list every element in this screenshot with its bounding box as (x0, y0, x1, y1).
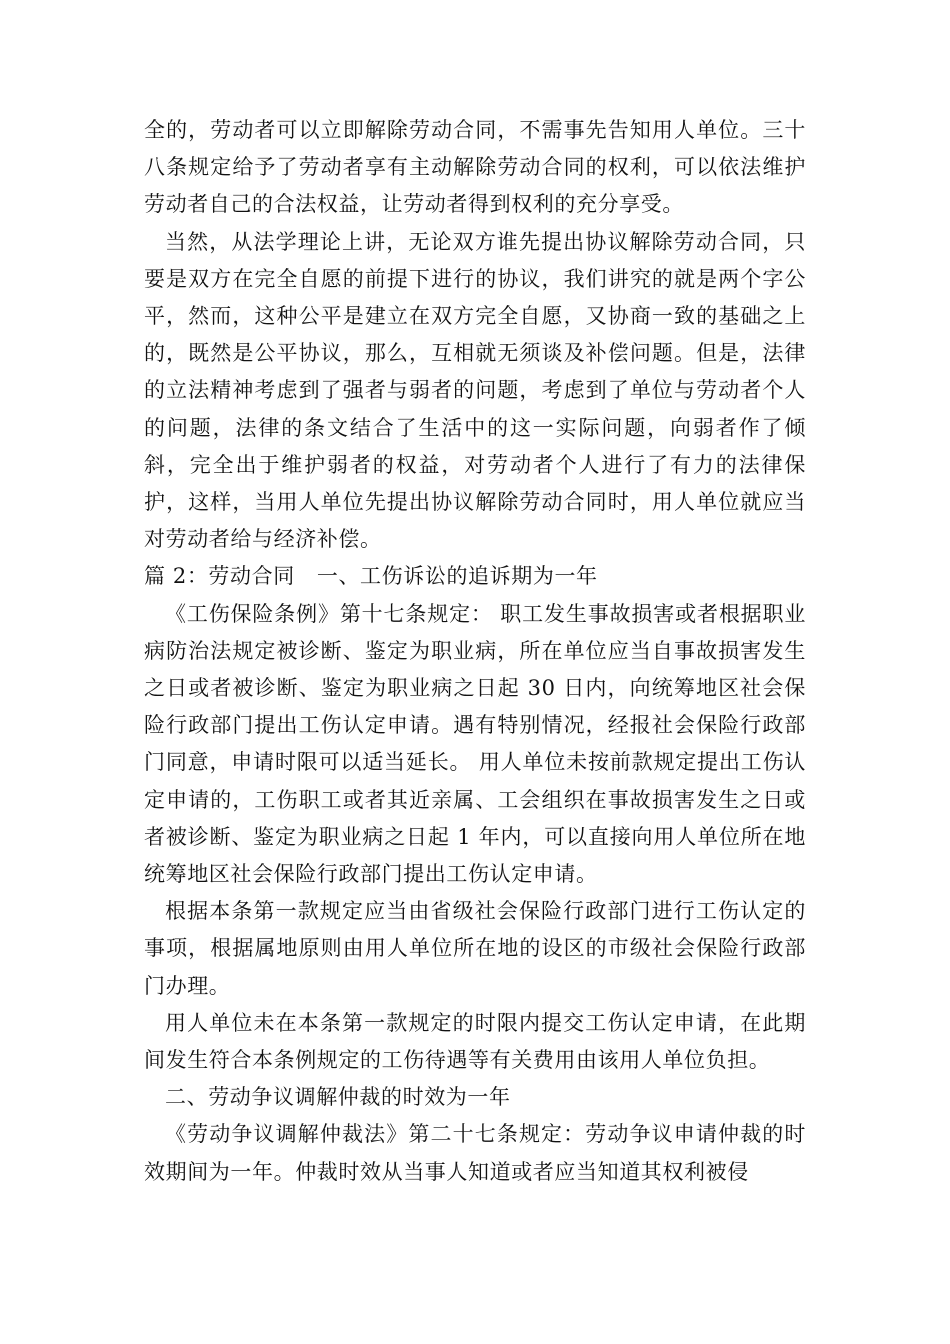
paragraph-employer-liability: 用人单位未在本条第一款规定的时限内提交工伤认定申请，在此期间发生符合本条例规定的工伤待遇等有关费用由该用人单位负担。 (144, 1010, 806, 1073)
section-label: 篇 2：劳动合同 (144, 564, 295, 589)
section-heading (144, 558, 806, 595)
section-title: 一、工伤诉讼的追诉期为一年 (316, 564, 598, 589)
paragraph-article-17: 《工伤保险条例》第十七条规定： 职工发生事故损害或者根据职业病防治法规定被诊断、鉴定为职业病，所在单位应当自事故损害发生之日或者被诊断、鉴定为职业病之日起 30 日内，向统筹地区社会保险行政部门提出工伤认定申请。遇有特别情况，经报社会保险行政部门同意，申请时限可以适当延长。 用人单位未按前款规定提出工伤认定申请的，工伤职工或者其近亲属、工会组织在事故损害发生之日或者被诊断、鉴定为职业病之日起 1 年内，可以直接向用人单位所在地统筹地区社会保险行政部门提出工伤认定申请。 (144, 601, 806, 887)
paragraph-provincial: 根据本条第一款规定应当由省级社会保险行政部门进行工伤认定的事项，根据属地原则由用人单位所在地的设区的市级社会保险行政部门办理。 (144, 899, 806, 998)
subheading-arbitration: 二、劳动争议调解仲裁的时效为一年 (165, 1085, 511, 1110)
paragraph-article-27: 《劳动争议调解仲裁法》第二十七条规定：劳动争议申请仲裁的时效期间为一年。仲裁时效从当事人知道或者应当知道其权利被侵 (144, 1122, 806, 1184)
paragraph-fairness: 当然，从法学理论上讲，无论双方谁先提出协议解除劳动合同，只要是双方在完全自愿的前提下进行的协议，我们讲究的就是两个字公平，然而，这种公平是建立在双方完全自愿，又协商一致的基础之上的，既然是公平协议，那么，互相就无须谈及补偿问题。但是，法律的立法精神考虑到了强者与弱者的问题，考虑到了单位与劳动者个人的问题，法律的条文结合了生活中的这一实际问题，向弱者作了倾斜，完全出于维护弱者的权益，对劳动者个人进行了有力的法律保护，这样，当用人单位先提出协议解除劳动合同时，用人单位就应当对劳动者给与经济补偿。 (144, 229, 806, 552)
document-body (144, 112, 806, 1191)
paragraph-continuation: 全的，劳动者可以立即解除劳动合同，不需事先告知用人单位。三十八条规定给予了劳动者享有主动解除劳动合同的权利，可以依法维护劳动者自己的合法权益，让劳动者得到权利的充分享受。 (144, 118, 806, 217)
